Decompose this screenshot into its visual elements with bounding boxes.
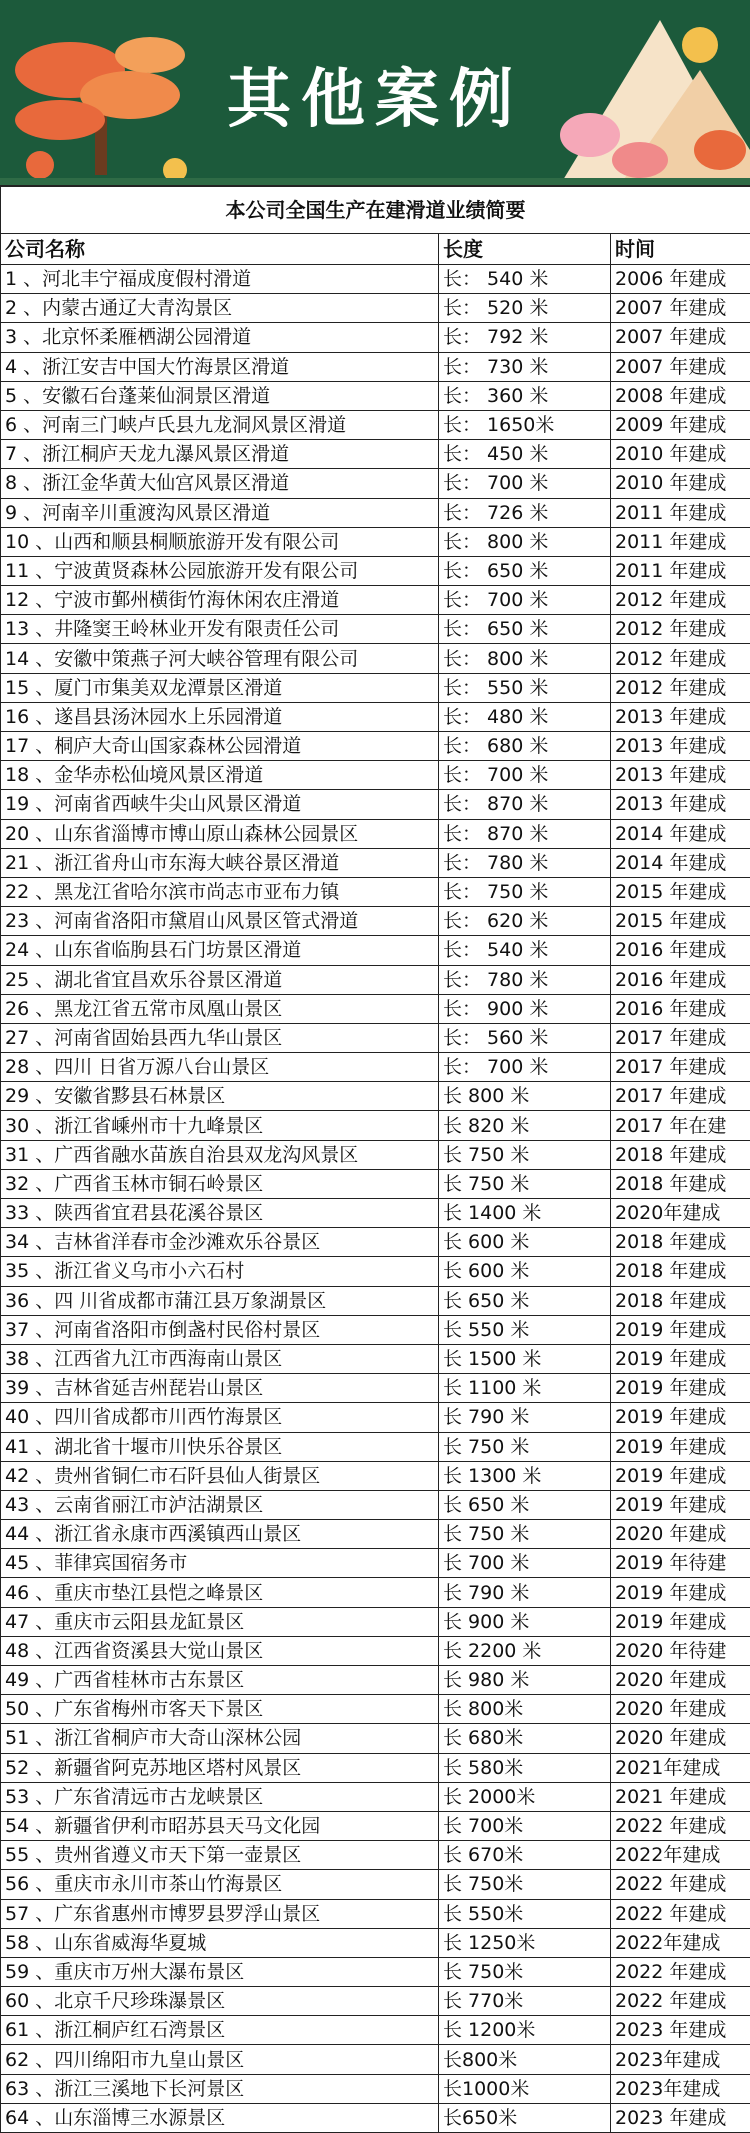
cell-time: 2019 年建成 bbox=[611, 1490, 750, 1519]
cell-length: 长 750 米 bbox=[439, 1169, 611, 1198]
cell-time: 2022 年建成 bbox=[611, 1811, 750, 1840]
cell-name: 45 、菲律宾国宿务市 bbox=[1, 1549, 439, 1578]
table-row bbox=[1, 1870, 750, 1899]
table-row bbox=[1, 2074, 750, 2103]
cell-time: 2019 年建成 bbox=[611, 1374, 750, 1403]
column-header-name: 公司名称 bbox=[1, 234, 439, 265]
cell-time: 2018 年建成 bbox=[611, 1257, 750, 1286]
cell-name: 36 、四 川省成都市蒲江县万象湖景区 bbox=[1, 1286, 439, 1315]
cell-name: 56 、重庆市永川市茶山竹海景区 bbox=[1, 1870, 439, 1899]
cell-length: 长： 450 米 bbox=[439, 440, 611, 469]
cell-length: 长： 870 米 bbox=[439, 819, 611, 848]
cell-time: 2011 年建成 bbox=[611, 527, 750, 556]
table-row bbox=[1, 410, 750, 439]
cell-name: 15 、厦门市集美双龙潭景区滑道 bbox=[1, 673, 439, 702]
cell-name: 31 、广西省融水苗族自治县双龙沟风景区 bbox=[1, 1140, 439, 1169]
cell-time: 2018 年建成 bbox=[611, 1169, 750, 1198]
table-row bbox=[1, 1199, 750, 1228]
cell-time: 2019 年建成 bbox=[611, 1315, 750, 1344]
cell-time: 2006 年建成 bbox=[611, 265, 750, 294]
cell-name: 42 、贵州省铜仁市石阡县仙人街景区 bbox=[1, 1461, 439, 1490]
table-row bbox=[1, 556, 750, 585]
cell-length: 长 550 米 bbox=[439, 1315, 611, 1344]
cell-name: 19 、河南省西峡牛尖山风景区滑道 bbox=[1, 790, 439, 819]
cell-name: 54 、新疆省伊利市昭苏县天马文化园 bbox=[1, 1811, 439, 1840]
cell-name: 3 、北京怀柔雁栖湖公园滑道 bbox=[1, 323, 439, 352]
cell-time: 2018 年建成 bbox=[611, 1140, 750, 1169]
cell-length: 长： 800 米 bbox=[439, 644, 611, 673]
cell-time: 2013 年建成 bbox=[611, 702, 750, 731]
cell-length: 长 770米 bbox=[439, 1987, 611, 2016]
cell-length: 长 800米 bbox=[439, 1695, 611, 1724]
cell-name: 46 、重庆市垫江县恺之峰景区 bbox=[1, 1578, 439, 1607]
cell-time: 2012 年建成 bbox=[611, 586, 750, 615]
cell-name: 26 、黑龙江省五常市凤凰山景区 bbox=[1, 994, 439, 1023]
cell-time: 2017 年建成 bbox=[611, 1082, 750, 1111]
table-row bbox=[1, 1987, 750, 2016]
cell-length: 长 980 米 bbox=[439, 1666, 611, 1695]
table-row bbox=[1, 615, 750, 644]
cell-name: 29 、安徽省黟县石林景区 bbox=[1, 1082, 439, 1111]
cell-name: 4 、浙江安吉中国大竹海景区滑道 bbox=[1, 352, 439, 381]
cell-time: 2016 年建成 bbox=[611, 936, 750, 965]
cell-time: 2021年建成 bbox=[611, 1753, 750, 1782]
table-row bbox=[1, 2103, 750, 2132]
cell-name: 43 、云南省丽江市泸沽湖景区 bbox=[1, 1490, 439, 1519]
cell-time: 2011 年建成 bbox=[611, 556, 750, 585]
cell-name: 22 、黑龙江省哈尔滨市尚志市亚布力镇 bbox=[1, 877, 439, 906]
cell-time: 2012 年建成 bbox=[611, 615, 750, 644]
cell-time: 2012 年建成 bbox=[611, 644, 750, 673]
cell-time: 2022 年建成 bbox=[611, 1870, 750, 1899]
cell-time: 2010 年建成 bbox=[611, 440, 750, 469]
table-row bbox=[1, 1549, 750, 1578]
cell-name: 27 、河南省固始县西九华山景区 bbox=[1, 1023, 439, 1052]
table-row bbox=[1, 1753, 750, 1782]
cell-length: 长1000米 bbox=[439, 2074, 611, 2103]
table-row bbox=[1, 1315, 750, 1344]
cell-name: 13 、井隆窦王岭林业开发有限责任公司 bbox=[1, 615, 439, 644]
cell-name: 44 、浙江省永康市西溪镇西山景区 bbox=[1, 1520, 439, 1549]
cell-time: 2019 年待建 bbox=[611, 1549, 750, 1578]
table-row bbox=[1, 586, 750, 615]
cell-length: 长： 520 米 bbox=[439, 294, 611, 323]
cell-time: 2019 年建成 bbox=[611, 1607, 750, 1636]
cell-length: 长 650 米 bbox=[439, 1286, 611, 1315]
cell-length: 长： 870 米 bbox=[439, 790, 611, 819]
cell-length: 长： 730 米 bbox=[439, 352, 611, 381]
cell-name: 39 、吉林省延吉州琵岩山景区 bbox=[1, 1374, 439, 1403]
cell-time: 2007 年建成 bbox=[611, 323, 750, 352]
table-row bbox=[1, 1374, 750, 1403]
cell-name: 6 、河南三门峡卢氏县九龙洞风景区滑道 bbox=[1, 410, 439, 439]
cell-time: 2015 年建成 bbox=[611, 877, 750, 906]
cell-name: 9 、河南辛川重渡沟风景区滑道 bbox=[1, 498, 439, 527]
cell-name: 21 、浙江省舟山市东海大峡谷景区滑道 bbox=[1, 848, 439, 877]
table-row bbox=[1, 1520, 750, 1549]
table-row bbox=[1, 2016, 750, 2045]
cell-name: 55 、贵州省遵义市天下第一壶景区 bbox=[1, 1841, 439, 1870]
cell-length: 长： 480 米 bbox=[439, 702, 611, 731]
cell-length: 长 700 米 bbox=[439, 1549, 611, 1578]
cell-length: 长650米 bbox=[439, 2103, 611, 2132]
cell-name: 37 、河南省洛阳市倒盏村民俗村景区 bbox=[1, 1315, 439, 1344]
table-row bbox=[1, 1724, 750, 1753]
cell-name: 41 、湖北省十堰市川快乐谷景区 bbox=[1, 1432, 439, 1461]
cell-time: 2009 年建成 bbox=[611, 410, 750, 439]
cell-time: 2019 年建成 bbox=[611, 1344, 750, 1373]
table-row bbox=[1, 1140, 750, 1169]
table-row bbox=[1, 1899, 750, 1928]
cell-length: 长 600 米 bbox=[439, 1257, 611, 1286]
cell-length: 长 1400 米 bbox=[439, 1199, 611, 1228]
cell-time: 2014 年建成 bbox=[611, 819, 750, 848]
cell-name: 35 、浙江省义乌市小六石村 bbox=[1, 1257, 439, 1286]
cell-length: 长 820 米 bbox=[439, 1111, 611, 1140]
cell-name: 24 、山东省临朐县石门坊景区滑道 bbox=[1, 936, 439, 965]
table-row bbox=[1, 877, 750, 906]
table-row bbox=[1, 702, 750, 731]
cell-name: 48 、江西省资溪县大觉山景区 bbox=[1, 1636, 439, 1665]
cell-length: 长： 560 米 bbox=[439, 1023, 611, 1052]
cell-name: 23 、河南省洛阳市黛眉山风景区管式滑道 bbox=[1, 907, 439, 936]
cell-time: 2022 年建成 bbox=[611, 1987, 750, 2016]
cell-length: 长 1250米 bbox=[439, 1928, 611, 1957]
cell-name: 1 、河北丰宁福成度假村滑道 bbox=[1, 265, 439, 294]
cell-time: 2017 年建成 bbox=[611, 1023, 750, 1052]
table-row bbox=[1, 848, 750, 877]
cell-length: 长 750 米 bbox=[439, 1140, 611, 1169]
cell-time: 2016 年建成 bbox=[611, 994, 750, 1023]
cell-length: 长 750米 bbox=[439, 1957, 611, 1986]
cell-name: 40 、四川省成都市川西竹海景区 bbox=[1, 1403, 439, 1432]
table-row bbox=[1, 965, 750, 994]
column-header-length: 长度 bbox=[439, 234, 611, 265]
cell-time: 2018 年建成 bbox=[611, 1286, 750, 1315]
cell-time: 2016 年建成 bbox=[611, 965, 750, 994]
table-row bbox=[1, 644, 750, 673]
table-row bbox=[1, 1957, 750, 1986]
table-row bbox=[1, 1257, 750, 1286]
cell-name: 50 、广东省梅州市客天下景区 bbox=[1, 1695, 439, 1724]
cell-name: 63 、浙江三溪地下长河景区 bbox=[1, 2074, 439, 2103]
cell-time: 2007 年建成 bbox=[611, 352, 750, 381]
cell-time: 2011 年建成 bbox=[611, 498, 750, 527]
table-row bbox=[1, 1053, 750, 1082]
table-row bbox=[1, 1607, 750, 1636]
table-row bbox=[1, 1111, 750, 1140]
table-row bbox=[1, 352, 750, 381]
table-row bbox=[1, 1811, 750, 1840]
cell-time: 2023年建成 bbox=[611, 2074, 750, 2103]
cell-length: 长 2000米 bbox=[439, 1782, 611, 1811]
table-row bbox=[1, 265, 750, 294]
table-row bbox=[1, 1228, 750, 1257]
table-row bbox=[1, 527, 750, 556]
cell-length: 长 750 米 bbox=[439, 1520, 611, 1549]
cell-time: 2020年建成 bbox=[611, 1199, 750, 1228]
cell-name: 2 、内蒙古通辽大青沟景区 bbox=[1, 294, 439, 323]
cell-length: 长： 540 米 bbox=[439, 265, 611, 294]
cell-time: 2022年建成 bbox=[611, 1841, 750, 1870]
cell-time: 2010 年建成 bbox=[611, 469, 750, 498]
cell-time: 2008 年建成 bbox=[611, 381, 750, 410]
table-row bbox=[1, 1578, 750, 1607]
cell-length: 长： 700 米 bbox=[439, 469, 611, 498]
cell-length: 长： 650 米 bbox=[439, 615, 611, 644]
table-row bbox=[1, 1782, 750, 1811]
table-row bbox=[1, 732, 750, 761]
cell-time: 2013 年建成 bbox=[611, 761, 750, 790]
table-row bbox=[1, 294, 750, 323]
cell-name: 25 、湖北省宜昌欢乐谷景区滑道 bbox=[1, 965, 439, 994]
table-row bbox=[1, 323, 750, 352]
table-row bbox=[1, 1928, 750, 1957]
cell-time: 2020 年建成 bbox=[611, 1724, 750, 1753]
cell-time: 2019 年建成 bbox=[611, 1461, 750, 1490]
cell-name: 30 、浙江省嵊州市十九峰景区 bbox=[1, 1111, 439, 1140]
cell-name: 61 、浙江桐庐红石湾景区 bbox=[1, 2016, 439, 2045]
cell-name: 11 、宁波黄贤森林公园旅游开发有限公司 bbox=[1, 556, 439, 585]
cell-length: 长： 550 米 bbox=[439, 673, 611, 702]
cell-time: 2023 年建成 bbox=[611, 2103, 750, 2132]
cell-name: 12 、宁波市鄞州横街竹海休闲农庄滑道 bbox=[1, 586, 439, 615]
table-row bbox=[1, 1432, 750, 1461]
cell-name: 7 、浙江桐庐天龙九瀑风景区滑道 bbox=[1, 440, 439, 469]
table-row bbox=[1, 1169, 750, 1198]
cell-length: 长 900 米 bbox=[439, 1607, 611, 1636]
cell-time: 2022年建成 bbox=[611, 1928, 750, 1957]
table-row bbox=[1, 1082, 750, 1111]
cell-length: 长 600 米 bbox=[439, 1228, 611, 1257]
cell-length: 长 550米 bbox=[439, 1899, 611, 1928]
table-row bbox=[1, 1286, 750, 1315]
cell-time: 2017 年在建 bbox=[611, 1111, 750, 1140]
cell-length: 长 800 米 bbox=[439, 1082, 611, 1111]
cell-name: 58 、山东省威海华夏城 bbox=[1, 1928, 439, 1957]
table-row bbox=[1, 1344, 750, 1373]
cell-time: 2018 年建成 bbox=[611, 1228, 750, 1257]
cell-length: 长： 680 米 bbox=[439, 732, 611, 761]
table-row bbox=[1, 2045, 750, 2074]
cell-time: 2015 年建成 bbox=[611, 907, 750, 936]
cell-length: 长： 792 米 bbox=[439, 323, 611, 352]
table-row bbox=[1, 994, 750, 1023]
table-row bbox=[1, 381, 750, 410]
cell-length: 长 680米 bbox=[439, 1724, 611, 1753]
cell-name: 5 、安徽石台蓬莱仙洞景区滑道 bbox=[1, 381, 439, 410]
cell-time: 2020 年建成 bbox=[611, 1520, 750, 1549]
cell-name: 34 、吉林省洋春市金沙滩欢乐谷景区 bbox=[1, 1228, 439, 1257]
cell-length: 长： 900 米 bbox=[439, 994, 611, 1023]
banner bbox=[0, 0, 750, 185]
cell-name: 32 、广西省玉林市铜石岭景区 bbox=[1, 1169, 439, 1198]
cell-length: 长 790 米 bbox=[439, 1403, 611, 1432]
cell-time: 2020 年建成 bbox=[611, 1695, 750, 1724]
cell-name: 8 、浙江金华黄大仙宫风景区滑道 bbox=[1, 469, 439, 498]
cell-length: 长： 780 米 bbox=[439, 965, 611, 994]
table-row bbox=[1, 907, 750, 936]
cell-time: 2021 年建成 bbox=[611, 1782, 750, 1811]
cell-name: 51 、浙江省桐庐市大奇山深林公园 bbox=[1, 1724, 439, 1753]
cell-name: 28 、四川 日省万源八台山景区 bbox=[1, 1053, 439, 1082]
table-heading: 本公司全国生产在建滑道业绩简要 bbox=[1, 186, 750, 234]
column-header-row bbox=[1, 234, 750, 265]
cell-name: 57 、广东省惠州市博罗县罗浮山景区 bbox=[1, 1899, 439, 1928]
performance-table bbox=[0, 185, 750, 2133]
cell-length: 长 1300 米 bbox=[439, 1461, 611, 1490]
table-heading-row bbox=[1, 186, 750, 234]
cell-name: 59 、重庆市万州大瀑布景区 bbox=[1, 1957, 439, 1986]
cell-name: 10 、山西和顺县桐顺旅游开发有限公司 bbox=[1, 527, 439, 556]
table-row bbox=[1, 1461, 750, 1490]
cell-time: 2019 年建成 bbox=[611, 1578, 750, 1607]
cell-length: 长： 750 米 bbox=[439, 877, 611, 906]
table-row bbox=[1, 1841, 750, 1870]
performance-table-sheet bbox=[0, 185, 750, 2054]
cell-length: 长 750米 bbox=[439, 1870, 611, 1899]
cell-length: 长： 780 米 bbox=[439, 848, 611, 877]
cell-time: 2020 年建成 bbox=[611, 1666, 750, 1695]
cell-length: 长： 700 米 bbox=[439, 586, 611, 615]
cell-name: 17 、桐庐大奇山国家森林公园滑道 bbox=[1, 732, 439, 761]
cell-time: 2012 年建成 bbox=[611, 673, 750, 702]
cell-name: 49 、广西省桂林市古东景区 bbox=[1, 1666, 439, 1695]
cell-length: 长： 360 米 bbox=[439, 381, 611, 410]
cell-time: 2023 年建成 bbox=[611, 2016, 750, 2045]
table-row bbox=[1, 440, 750, 469]
cell-time: 2013 年建成 bbox=[611, 790, 750, 819]
table-row bbox=[1, 498, 750, 527]
cell-length: 长 670米 bbox=[439, 1841, 611, 1870]
table-row bbox=[1, 1666, 750, 1695]
column-header-time: 时间 bbox=[611, 234, 750, 265]
cell-length: 长 700米 bbox=[439, 1811, 611, 1840]
table-row bbox=[1, 819, 750, 848]
cell-name: 53 、广东省清远市古龙峡景区 bbox=[1, 1782, 439, 1811]
cell-time: 2013 年建成 bbox=[611, 732, 750, 761]
cell-length: 长 1200米 bbox=[439, 2016, 611, 2045]
cell-time: 2023年建成 bbox=[611, 2045, 750, 2074]
cell-name: 16 、遂昌县汤沐园水上乐园滑道 bbox=[1, 702, 439, 731]
cell-name: 52 、新疆省阿克苏地区塔村风景区 bbox=[1, 1753, 439, 1782]
cell-length: 长 1100 米 bbox=[439, 1374, 611, 1403]
banner-title: 其他案例 bbox=[0, 48, 750, 140]
table-row bbox=[1, 1636, 750, 1665]
cell-time: 2017 年建成 bbox=[611, 1053, 750, 1082]
cell-name: 20 、山东省淄博市博山原山森林公园景区 bbox=[1, 819, 439, 848]
cell-time: 2022 年建成 bbox=[611, 1957, 750, 1986]
cell-length: 长 580米 bbox=[439, 1753, 611, 1782]
cell-name: 60 、北京千尺珍珠瀑景区 bbox=[1, 1987, 439, 2016]
cell-length: 长 750 米 bbox=[439, 1432, 611, 1461]
cell-length: 长： 540 米 bbox=[439, 936, 611, 965]
cell-length: 长 1500 米 bbox=[439, 1344, 611, 1373]
cell-time: 2007 年建成 bbox=[611, 294, 750, 323]
cell-name: 64 、山东淄博三水源景区 bbox=[1, 2103, 439, 2132]
table-row bbox=[1, 1695, 750, 1724]
cell-name: 18 、金华赤松仙境风景区滑道 bbox=[1, 761, 439, 790]
cell-name: 62 、四川绵阳市九皇山景区 bbox=[1, 2045, 439, 2074]
table-row bbox=[1, 790, 750, 819]
cell-name: 33 、陕西省宜君县花溪谷景区 bbox=[1, 1199, 439, 1228]
cell-time: 2014 年建成 bbox=[611, 848, 750, 877]
cell-length: 长 790 米 bbox=[439, 1578, 611, 1607]
table-row bbox=[1, 1490, 750, 1519]
cell-length: 长： 620 米 bbox=[439, 907, 611, 936]
table-row bbox=[1, 1023, 750, 1052]
cell-length: 长： 650 米 bbox=[439, 556, 611, 585]
table-row bbox=[1, 1403, 750, 1432]
cell-time: 2019 年建成 bbox=[611, 1403, 750, 1432]
cell-name: 47 、重庆市云阳县龙缸景区 bbox=[1, 1607, 439, 1636]
cell-length: 长 650 米 bbox=[439, 1490, 611, 1519]
table-row bbox=[1, 761, 750, 790]
cell-length: 长： 726 米 bbox=[439, 498, 611, 527]
table-row bbox=[1, 936, 750, 965]
cell-length: 长： 700 米 bbox=[439, 1053, 611, 1082]
table-row bbox=[1, 469, 750, 498]
cell-length: 长 2200 米 bbox=[439, 1636, 611, 1665]
cell-time: 2019 年建成 bbox=[611, 1432, 750, 1461]
cell-length: 长： 800 米 bbox=[439, 527, 611, 556]
cell-time: 2022 年建成 bbox=[611, 1899, 750, 1928]
cell-length: 长： 700 米 bbox=[439, 761, 611, 790]
cell-length: 长800米 bbox=[439, 2045, 611, 2074]
cell-length: 长： 1650米 bbox=[439, 410, 611, 439]
cell-time: 2020 年待建 bbox=[611, 1636, 750, 1665]
table-row bbox=[1, 673, 750, 702]
cell-name: 14 、安徽中策燕子河大峡谷管理有限公司 bbox=[1, 644, 439, 673]
cell-name: 38 、江西省九江市西海南山景区 bbox=[1, 1344, 439, 1373]
